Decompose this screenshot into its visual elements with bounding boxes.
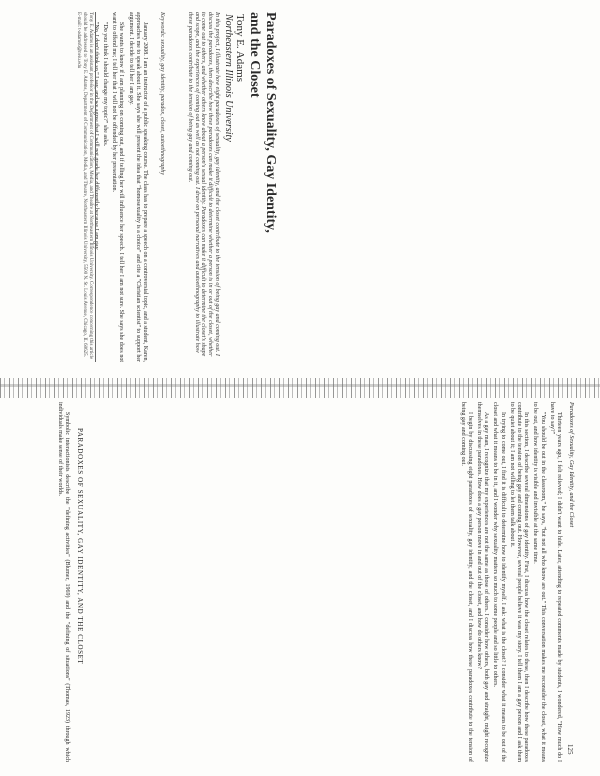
body-text (92, 12, 148, 362)
running-header (568, 402, 574, 527)
section-heading (76, 428, 84, 664)
paragraph: Symbolic interactionists describe the "defining activities" (Blumer, 1969) and the "defining of situations" (Thomas, 1923) through which individuals make sense of their worlds. (56, 402, 70, 762)
abstract-block (186, 12, 220, 362)
running-header-text: Paradoxes of Sexuality, Gay Identity, and the Closet (568, 402, 574, 528)
body-column (456, 402, 562, 762)
closing-paragraph (56, 402, 70, 762)
document-page-2 (0, 388, 600, 776)
keywords-text: Keywords: sexuality, gay identity, paradox, closet, autoethnography (159, 12, 165, 176)
author-block (233, 14, 246, 82)
footnote-text: Tony E. Adams is an assistant professor in the Department of Communication, Media, and Theatre at Northeastern Illinois University. Correspondence concerning this article should be addressed to Tony E. Adams, Department of Communication, Media, and Theatre, Northeastern Illinois University, 5500 N. St. Louis Avenue, Chicago, IL 60625. E-mail: t-adams6@neiu.edu (76, 12, 93, 360)
footnote-block (75, 12, 96, 362)
page-number (566, 744, 574, 755)
affiliation-block (223, 14, 234, 142)
body-column (90, 12, 148, 362)
paragraph: In this section, I describe several dimensions of gay identity. First, I discuss how the closet relates to these, then I describe how these paradoxes contribute to the tension of being gay and coming out. However, several people believe it was my story. I tell them I am a gay person and I ask them to be quiet about it; I am not willing to let them talk about it. (508, 402, 530, 762)
body-text (458, 402, 562, 762)
page-number-text: 125 (566, 744, 574, 755)
keywords-block (158, 12, 165, 362)
section-heading-text: PARADOXES OF SEXUALITY, GAY IDENTITY, AND THE CLOSET (76, 428, 84, 665)
paragraph: Thirteen years ago, I felt relieved; I didn't want to hide. Later, attending to repeated comments made by students, I wondered, "How much do I have to say?" (548, 402, 562, 762)
paragraph: She wants to know if I am planning on coming out, and if telling her will influence her speech. I tell her I am not sure. She says she does not want to offend me; I tell her that I will not be offended by her presentation. (111, 12, 125, 362)
paragraph: "No, I don't think so," I say, and we agree that I will not grade her differently because I am gay. (92, 22, 99, 251)
paragraph: "You should be out in the classroom," he says, "but not all who know are out." This conversation makes me reconsider the closet, what it means to be out, and how identity is visible and invisible at the same time. (532, 402, 546, 762)
paragraph: In trying to come out, I find it is difficult to determine how to identify myself. I ask: what is the closet? I consider what it means to be out of the closet and what it means to be in it, and I wonder why sexuality matters so much to some people and so little to others. (492, 402, 506, 762)
scan-gutter-line (0, 384, 600, 387)
paragraph: As a gay man, I recognize that my experiences are not the same as those of others. I consider how others, both gay and straight, might recognize themselves in these paradoxes. How does a gay person move in and out of the closet, and how do others know? (475, 402, 490, 762)
paragraph: "Do you think I should change my topic?" she asks. (101, 22, 108, 147)
paragraph: January 2008. I am an instructor of a public speaking course. The class has to prepare a speech on a controversial topic, and a student, Karen, approaches me to speak about it. She says she will present the idea that "homosexuality is a choice" and cite a "Christian scientist" to support her argument. I decide to tell her I am gay. (127, 12, 148, 362)
author-affiliation: Northeastern Illinois University (223, 14, 234, 142)
author-name: Tony E. Adams (234, 14, 246, 82)
article-title: Paradoxes of Sexuality, Gay Identity, and the Closet (247, 12, 278, 233)
paragraph: I begin by discussing eight paradoxes of sexuality, gay identity, and the closet, and I discuss how these paradoxes contribute to the tension of being gay and coming out. (459, 402, 473, 762)
title-block (246, 12, 278, 242)
abstract-text: In this project, I illustrate how eight paradoxes of sexuality, gay identity, and the closet contribute to the tension of being gay and coming out. I discuss the paradoxes, then describe how these paradoxes can make it difficult to determine whether a person is in or out of the closet, whether to come out to others, and whether others know about a person's sexual identity. Paradoxes can make it difficult to determine the closet's shape and scope, and the experiences of coming out as well as not coming out. I draw on personal narratives and autoethnography to illustrate how these paradoxes contribute to the tension of being gay and coming out. (186, 12, 220, 357)
